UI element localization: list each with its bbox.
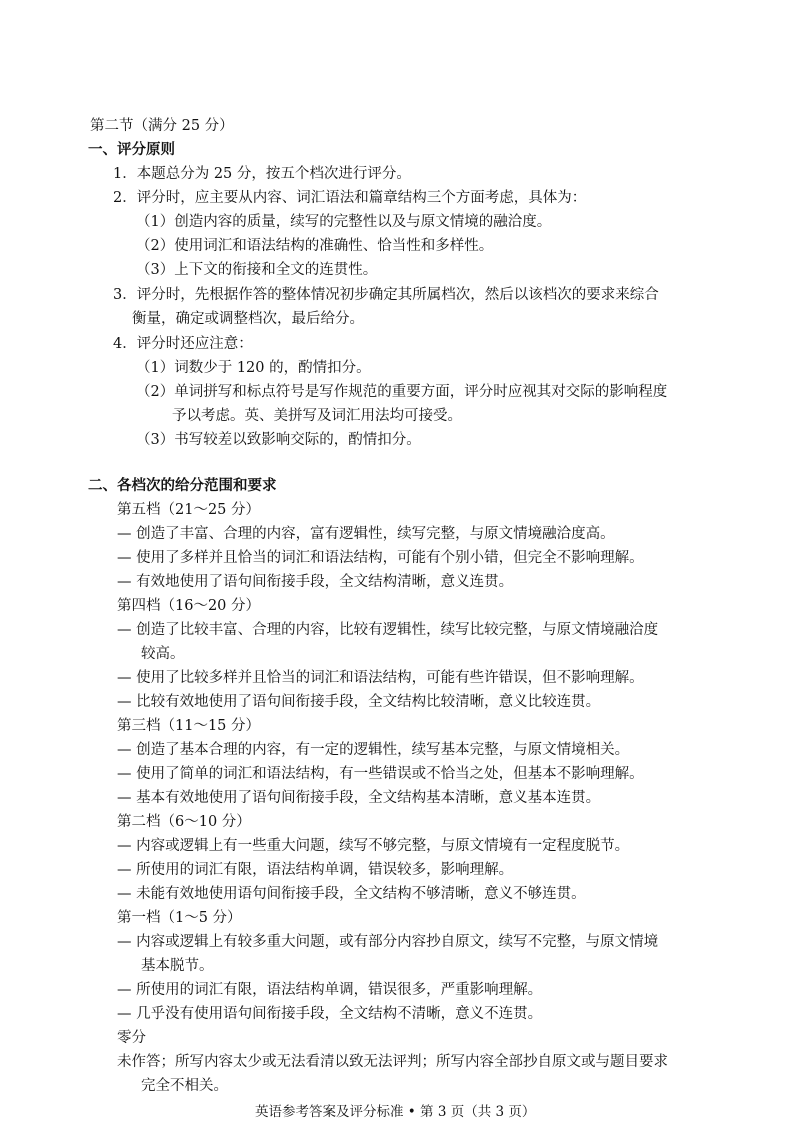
level-title: 第二档（6～10 分）: [117, 814, 251, 830]
levels-heading: 二、各档次的给分范围和要求: [88, 477, 277, 494]
level-title: 第一档（1～5 分）: [117, 910, 242, 926]
level-criterion: 未作答；所写内容太少或无法看清以致无法评判；所写内容全部抄自原文或与题目要求: [117, 1054, 668, 1070]
principles-heading: 一、评分原则: [88, 141, 175, 158]
principle-line: （1）创造内容的质量，续写的完整性以及与原文情境的融洽度。: [136, 214, 552, 230]
level-criterion: — 使用了比较多样并且恰当的词汇和语法结构，可能有些许错误，但不影响理解。: [117, 670, 644, 686]
level-criterion: — 内容或逻辑上有较多重大问题，或有部分内容抄自原文，续写不完整，与原文情境: [117, 934, 659, 950]
level-title: 零分: [117, 1030, 146, 1046]
principle-line: 1．本题总分为 25 分，按五个档次进行评分。: [113, 166, 411, 182]
level-criterion: — 使用了简单的词汇和语法结构，有一些错误或不恰当之处，但基本不影响理解。: [117, 766, 644, 782]
principle-line: 予以考虑。英、美拼写及词汇用法均可接受。: [172, 408, 462, 424]
principle-line: 2．评分时，应主要从内容、词汇语法和篇章结构三个方面考虑，具体为：: [113, 190, 587, 206]
level-criterion: — 未能有效地使用语句间衔接手段，全文结构不够清晰，意义不够连贯。: [117, 886, 586, 902]
section-title: 第二节（满分 25 分）: [90, 118, 234, 134]
level-criterion: — 有效地使用了语句间衔接手段，全文结构清晰，意义连贯。: [117, 574, 514, 590]
level-criterion: — 使用了多样并且恰当的词汇和语法结构，可能有个别小错，但完全不影响理解。: [117, 550, 644, 566]
level-criterion-cont: 完全不相关。: [141, 1078, 228, 1094]
principle-line: 3．评分时，先根据作答的整体情况初步确定其所属档次，然后以该档次的要求来综合: [113, 287, 659, 303]
principle-line: （3）书写较差以致影响交际的，酌情扣分。: [136, 432, 421, 448]
principle-line: （1）词数少于 120 的，酌情扣分。: [136, 360, 371, 376]
level-criterion: — 创造了比较丰富、合理的内容，比较有逻辑性，续写比较完整，与原文情境融洽度: [117, 622, 659, 638]
level-criterion-cont: 较高。: [141, 646, 185, 662]
level-title: 第四档（16～20 分）: [117, 598, 261, 614]
level-criterion-cont: 基本脱节。: [141, 958, 214, 974]
level-criterion: — 几乎没有使用语句间衔接手段，全文结构不清晰，意义不连贯。: [117, 1006, 543, 1022]
level-criterion: — 基本有效地使用了语句间衔接手段，全文结构基本清晰，意义基本连贯。: [117, 790, 601, 806]
level-title: 第三档（11～15 分）: [117, 718, 261, 734]
level-criterion: — 创造了丰富、合理的内容，富有逻辑性，续写完整，与原文情境融洽度高。: [117, 526, 615, 542]
principle-line: （2）单词拼写和标点符号是写作规范的重要方面，评分时应视其对交际的影响程度: [136, 384, 668, 400]
page-footer: 英语参考答案及评分标准 • 第 3 页（共 3 页）: [255, 1104, 536, 1120]
level-criterion: — 内容或逻辑上有一些重大问题，续写不够完整，与原文情境有一定程度脱节。: [117, 838, 630, 854]
level-title: 第五档（21～25 分）: [117, 502, 261, 518]
level-criterion: — 所使用的词汇有限，语法结构单调，错误较多，影响理解。: [117, 862, 514, 878]
level-criterion: — 创造了基本合理的内容，有一定的逻辑性，续写基本完整，与原文情境相关。: [117, 742, 630, 758]
level-criterion: — 所使用的词汇有限，语法结构单调，错误很多，严重影响理解。: [117, 982, 543, 998]
principle-line: 衡量，确定或调整档次，最后给分。: [132, 311, 364, 327]
principle-line: （3）上下文的衔接和全文的连贯性。: [136, 262, 378, 278]
level-criterion: — 比较有效地使用了语句间衔接手段，全文结构比较清晰，意义比较连贯。: [117, 694, 601, 710]
principle-line: （2）使用词汇和语法结构的准确性、恰当性和多样性。: [136, 238, 494, 254]
principle-line: 4．评分时还应注意：: [113, 336, 253, 352]
